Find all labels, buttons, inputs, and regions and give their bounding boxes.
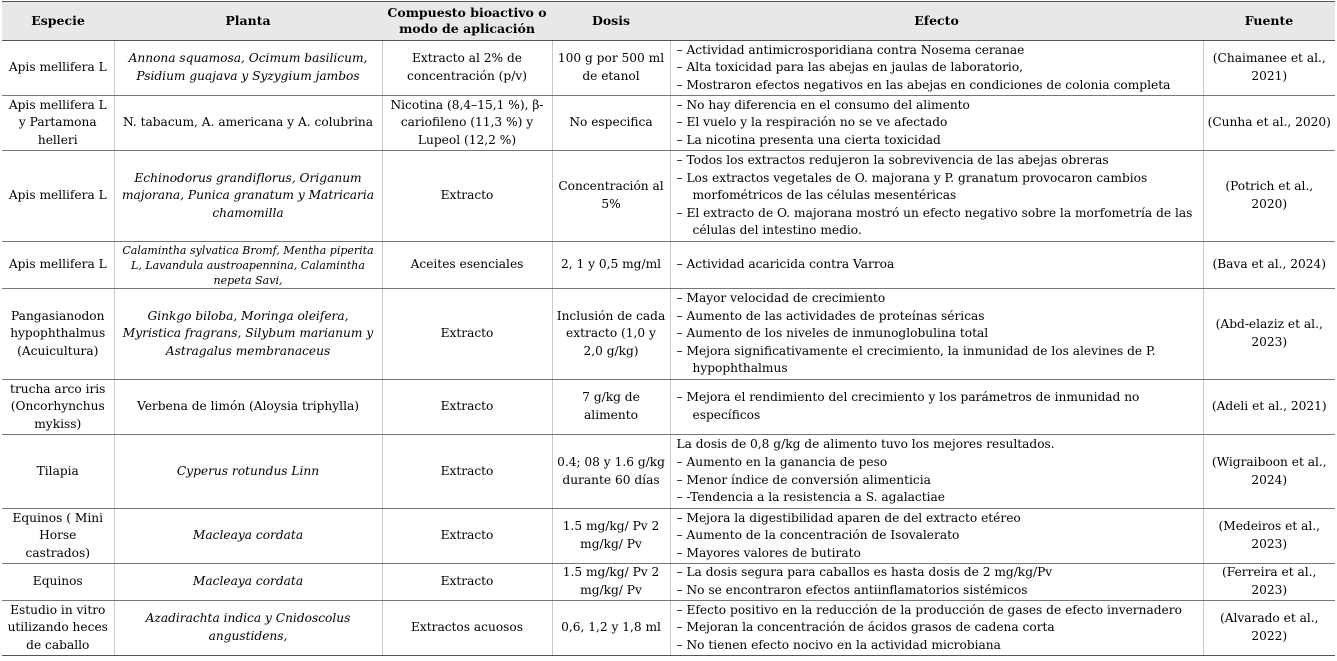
cell-especie: Apis mellifera L <box>2 41 114 96</box>
cell-efecto <box>670 564 1203 601</box>
cell-especie: Pangasianodon hypophthalmus (Acuicultura) <box>2 289 114 380</box>
cell-compuesto: Extractos acuosos <box>382 601 552 656</box>
efecto-line: La dosis de 0,8 g/kg de alimento tuvo los mejores resultados. <box>676 437 1055 452</box>
header-compuesto: Compuesto bioactivo o modo de aplicación <box>382 2 552 41</box>
cell-compuesto: Extracto al 2% de concentración (p/v) <box>382 41 552 96</box>
cell-efecto <box>670 289 1203 380</box>
cell-dosis: 0.4; 08 y 1.6 g/kg durante 60 días <box>552 435 670 509</box>
cell-planta: Verbena de limón (Aloysia triphylla) <box>114 380 382 435</box>
cell-planta: Macleaya cordata <box>114 509 382 564</box>
cell-fuente: (Chaimanee et al., 2021) <box>1203 41 1335 96</box>
cell-fuente: (Medeiros et al., 2023) <box>1203 509 1335 564</box>
cell-dosis: 2, 1 y 0,5 mg/ml <box>552 242 670 289</box>
cell-compuesto: Extracto <box>382 564 552 601</box>
efecto-line: – Mostraron efectos negativos en las abejas en condiciones de colonia completa <box>676 77 1171 92</box>
efecto-line: – Mejora la digestibilidad aparen de del extracto etéreo <box>676 510 1021 525</box>
header-efecto: Efecto <box>670 2 1203 41</box>
cell-efecto <box>670 41 1203 96</box>
table-row <box>2 151 1335 242</box>
header-planta: Planta <box>114 2 382 41</box>
table-row <box>2 601 1335 656</box>
efecto-line: – Mejora significativamente el crecimiento, la inmunidad de los alevines de P. hypophthalmus <box>676 343 1156 376</box>
efecto-line: – Actividad antimicrosporidiana contra Nosema ceranae <box>676 42 1025 57</box>
efecto-line: – El vuelo y la respiración no se ve afectado <box>676 115 948 130</box>
cell-dosis: 1.5 mg/kg/ Pv 2 mg/kg/ Pv <box>552 564 670 601</box>
cell-especie: Estudio in vitro utilizando heces de caballo <box>2 601 114 656</box>
efecto-line: – Mejoran la concentración de ácidos grasos de cadena corta <box>676 620 1055 635</box>
cell-compuesto: Extracto <box>382 380 552 435</box>
cell-fuente: (Bava et al., 2024) <box>1203 242 1335 289</box>
efecto-line: – Mayor velocidad de crecimiento <box>676 291 886 306</box>
cell-planta: Calamintha sylvatica Bromf, Mentha piperita L, Lavandula austroapennina, Calamintha nepeta Savi, <box>114 242 382 289</box>
efecto-line: – Todos los extractos redujeron la sobrevivencia de las abejas obreras <box>676 153 1109 168</box>
cell-compuesto: Extracto <box>382 435 552 509</box>
cell-planta: Annona squamosa, Ocimum basilicum, Psidium guajava y Syzygium jambos <box>114 41 382 96</box>
efecto-line: – La nicotina presenta una cierta toxicidad <box>676 132 941 147</box>
table-row <box>2 96 1335 151</box>
header-fuente: Fuente <box>1203 2 1335 41</box>
cell-dosis: Concentración al 5% <box>552 151 670 242</box>
cell-especie: Tilapia <box>2 435 114 509</box>
cell-dosis: 0,6, 1,2 y 1,8 ml <box>552 601 670 656</box>
efecto-line: – Actividad acaricida contra Varroa <box>676 257 895 272</box>
cell-dosis: 7 g/kg de alimento <box>552 380 670 435</box>
efecto-line: – La dosis segura para caballos es hasta dosis de 2 mg/kg/Pv <box>676 565 1053 580</box>
table-row <box>2 380 1335 435</box>
cell-compuesto: Nicotina (8,4–15,1 %), β-cariofileno (11,3 %) y Lupeol (12,2 %) <box>382 96 552 151</box>
table-row <box>2 41 1335 96</box>
cell-efecto <box>670 96 1203 151</box>
efecto-line: – No tienen efecto nocivo en la actividad microbiana <box>676 637 1001 652</box>
efecto-line: – Aumento de las actividades de proteínas séricas <box>676 308 985 323</box>
cell-planta: N. tabacum, A. americana y A. colubrina <box>114 96 382 151</box>
efecto-line: – Menor índice de conversión alimenticia <box>676 472 931 487</box>
cell-especie: Apis mellifera L y Partamona helleri <box>2 96 114 151</box>
efecto-line: – Aumento de la concentración de Isovalerato <box>676 528 960 543</box>
cell-compuesto: Extracto <box>382 151 552 242</box>
header-dosis: Dosis <box>552 2 670 41</box>
cell-compuesto: Aceites esenciales <box>382 242 552 289</box>
table-row <box>2 289 1335 380</box>
cell-planta: Cyperus rotundus Linn <box>114 435 382 509</box>
efecto-line: – Efecto positivo en la reducción de la producción de gases de efecto invernadero <box>676 602 1182 617</box>
efecto-line: – Alta toxicidad para las abejas en jaulas de laboratorio, <box>676 60 1024 75</box>
table-row <box>2 435 1335 509</box>
cell-efecto <box>670 242 1203 289</box>
cell-especie: Apis mellifera L <box>2 151 114 242</box>
cell-fuente: (Alvarado et al., 2022) <box>1203 601 1335 656</box>
cell-especie: Equinos <box>2 564 114 601</box>
efecto-line: – -Tendencia a la resistencia a S. agalactiae <box>676 490 945 505</box>
cell-planta: Echinodorus grandiflorus, Origanum majorana, Punica granatum y Matricaria chamomilla <box>114 151 382 242</box>
efecto-line: – Los extractos vegetales de O. majorana y P. granatum provocaron cambios morfométricos de las células mesentéricas <box>676 170 1148 203</box>
cell-planta: Macleaya cordata <box>114 564 382 601</box>
cell-efecto <box>670 601 1203 656</box>
efecto-line: – El extracto de O. majorana mostró un efecto negativo sobre la morfometría de las células del intestino medio. <box>676 205 1193 238</box>
cell-fuente: (Ferreira et al., 2023) <box>1203 564 1335 601</box>
cell-dosis: 1.5 mg/kg/ Pv 2 mg/kg/ Pv <box>552 509 670 564</box>
cell-efecto <box>670 151 1203 242</box>
cell-planta: Ginkgo biloba, Moringa oleifera, Myristica fragrans, Silybum marianum y Astragalus membranaceus <box>114 289 382 380</box>
efecto-line: – Mejora el rendimiento del crecimiento y los parámetros de inmunidad no específicos <box>676 390 1140 422</box>
cell-dosis: No especifica <box>552 96 670 151</box>
cell-fuente: (Cunha et al., 2020) <box>1203 96 1335 151</box>
cell-planta: Azadirachta indica y Cnidoscolus angustidens, <box>114 601 382 656</box>
cell-compuesto: Extracto <box>382 509 552 564</box>
cell-fuente: (Potrich et al., 2020) <box>1203 151 1335 242</box>
cell-compuesto: Extracto <box>382 289 552 380</box>
efecto-line: – Aumento de los niveles de inmunoglobulina total <box>676 326 989 341</box>
research-table <box>2 1 1335 656</box>
table-row <box>2 564 1335 601</box>
efecto-line: – No hay diferencia en el consumo del alimento <box>676 97 970 112</box>
header-especie: Especie <box>2 2 114 41</box>
table-row <box>2 242 1335 289</box>
efecto-line: – Aumento en la ganancia de peso <box>676 454 888 469</box>
cell-especie: trucha arco iris (Oncorhynchus mykiss) <box>2 380 114 435</box>
efecto-line: – Mayores valores de butirato <box>676 545 861 560</box>
header-row <box>2 2 1335 41</box>
cell-fuente: (Abd-elaziz et al., 2023) <box>1203 289 1335 380</box>
cell-dosis: 100 g por 500 ml de etanol <box>552 41 670 96</box>
cell-especie: Apis mellifera L <box>2 242 114 289</box>
efecto-line: – No se encontraron efectos antiinflamatorios sistémicos <box>676 583 1028 597</box>
table-row <box>2 509 1335 564</box>
cell-efecto <box>670 435 1203 509</box>
cell-fuente: (Wigraiboon et al., 2024) <box>1203 435 1335 509</box>
cell-efecto <box>670 509 1203 564</box>
cell-especie: Equinos ( Mini Horse castrados) <box>2 509 114 564</box>
cell-dosis: Inclusión de cada extracto (1,0 y 2,0 g/kg) <box>552 289 670 380</box>
cell-fuente: (Adeli et al., 2021) <box>1203 380 1335 435</box>
cell-efecto <box>670 380 1203 435</box>
